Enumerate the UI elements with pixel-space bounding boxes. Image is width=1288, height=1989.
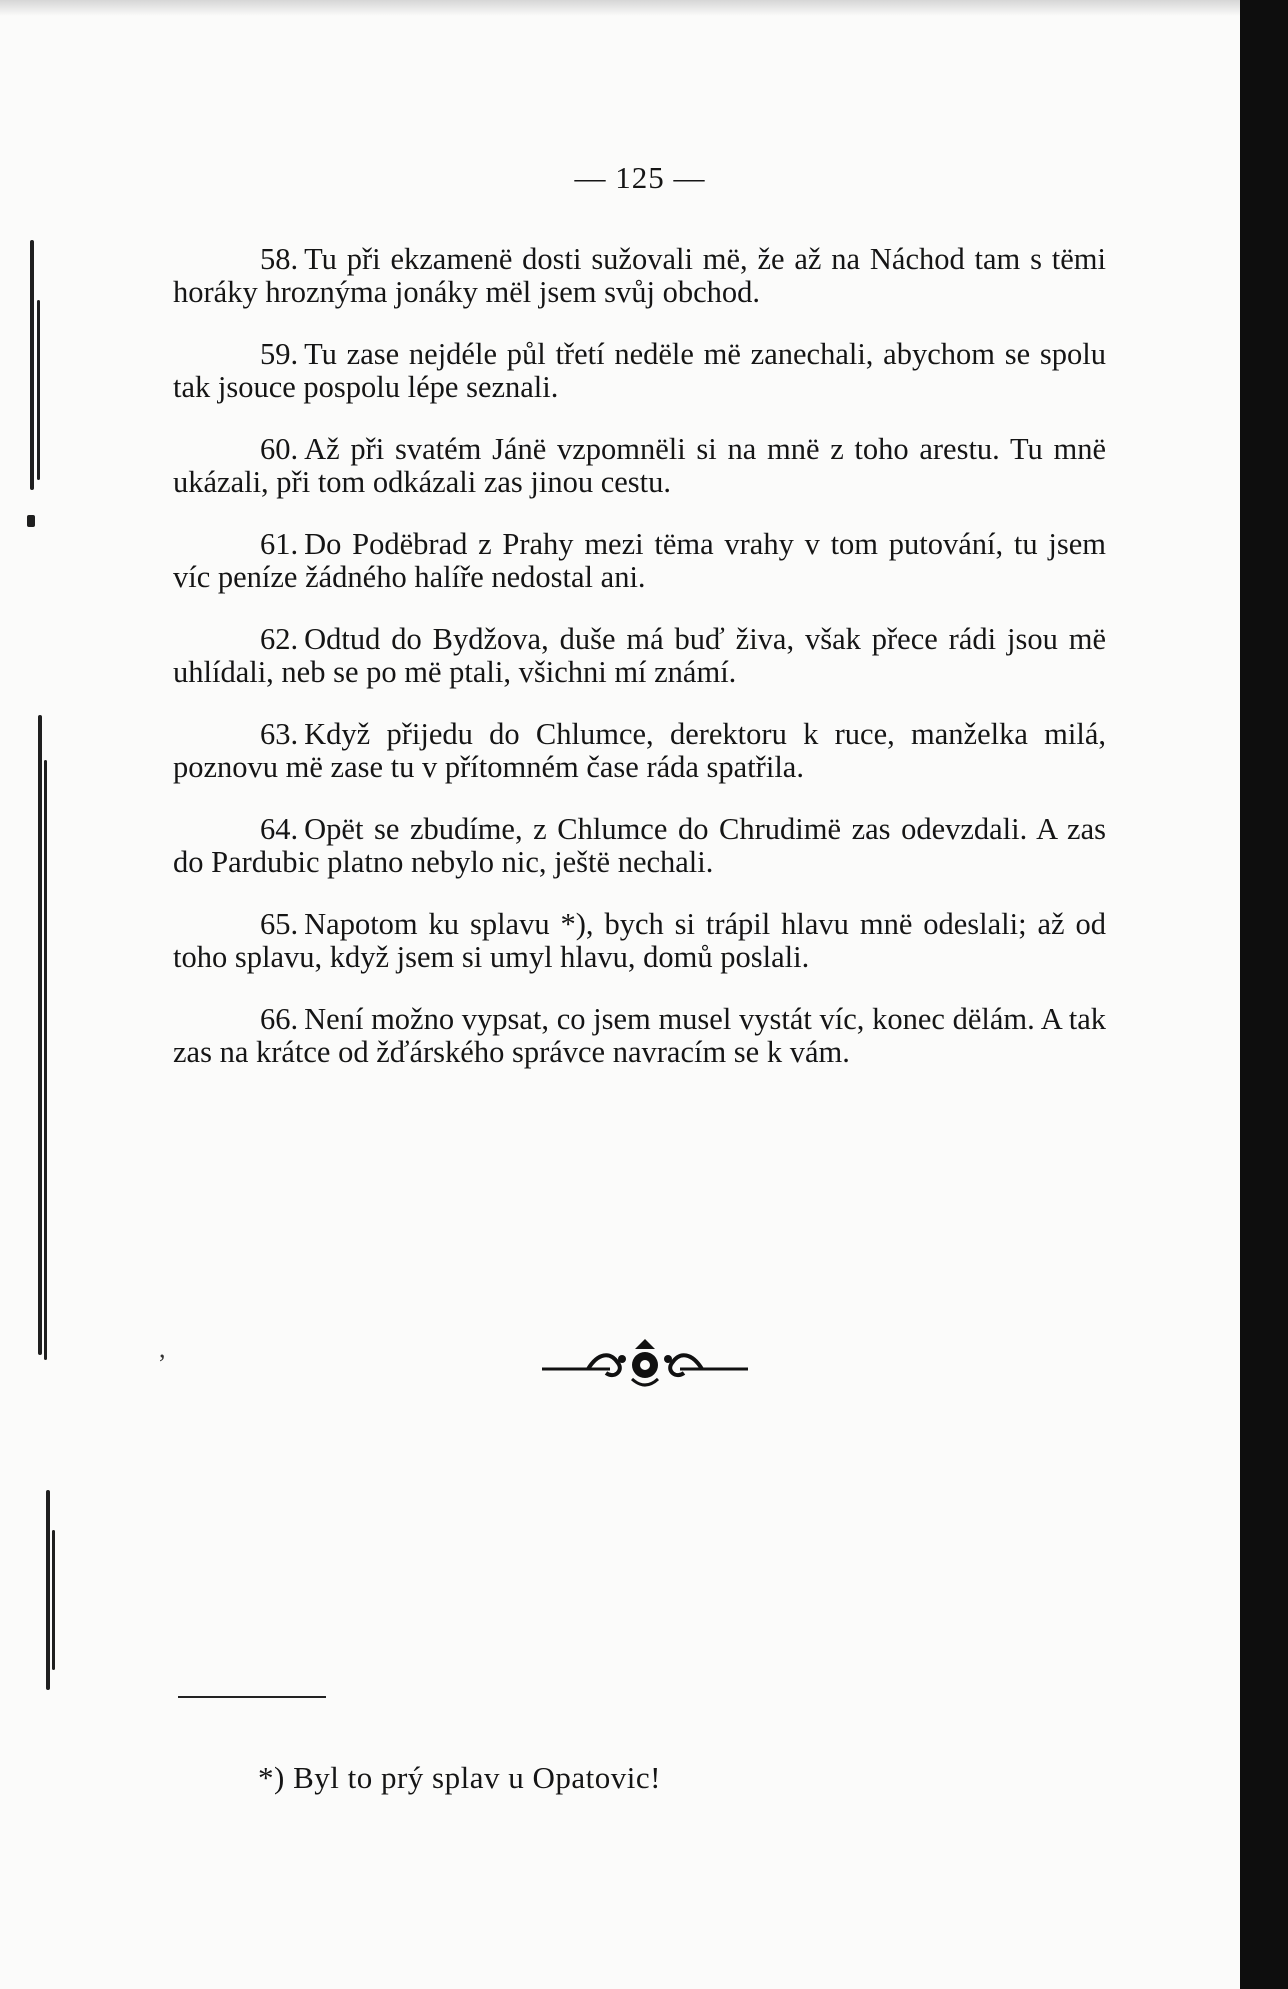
stanza-number: 58. (260, 242, 299, 276)
ornament-bead-right (664, 1355, 672, 1363)
binding-mark (38, 715, 42, 1355)
stanza-text: Opët se zbudíme, z Chlumce do Chrudimë zas odevzdali. A zas do Pardubic platno nebylo nic, ještë nechali. (173, 812, 1106, 879)
stanza-number: 66. (260, 1002, 299, 1036)
binding-mark (52, 1530, 55, 1670)
stanza-text: Tu zase nejdéle půl třetí nedële më zanechali, abychom se spolu tak jsouce pospolu lépe seznali. (173, 337, 1106, 404)
footnote: *) Byl to prý splav u Opatovic! (258, 1760, 661, 1795)
page-top-edge (0, 0, 1240, 16)
poem-text (173, 243, 1106, 1098)
ornament-base (632, 1379, 658, 1385)
stanza-text: Do Podëbrad z Prahy mezi tëma vrahy v tom putování, tu jsem víc peníze žádného halíře nedostal ani. (173, 527, 1106, 594)
stanza-number: 65. (260, 907, 299, 941)
stanza-text: Napotom ku splavu *), bych si trápil hlavu mnë odeslali; až od toho splavu, když jsem si umyl hlavu, domů poslali. (173, 907, 1106, 974)
binding-mark (46, 1490, 50, 1690)
stanza-62 (173, 623, 1106, 689)
stray-mark: , (159, 1334, 166, 1363)
stanza-text: Není možno vypsat, co jsem musel vystát víc, konec dëlám. A tak zas na krátce od žďárského správce navracím se k vám. (173, 1002, 1106, 1069)
ornament-scroll-right (670, 1355, 702, 1375)
stanza-60 (173, 433, 1106, 499)
ornament-crown (635, 1339, 655, 1349)
stanza-58 (173, 243, 1106, 309)
stanza-text: Tu při ekzamenë dosti sužovali më, že až na Náchod tam s tëmi horáky hroznýma jonáky mël jsem svůj obchod. (173, 242, 1106, 309)
scan-border (1240, 0, 1288, 1989)
binding-mark (44, 760, 47, 1360)
stanza-63 (173, 718, 1106, 784)
stanza-61 (173, 528, 1106, 594)
stanza-number: 62. (260, 622, 299, 656)
stanza-number: 64. (260, 812, 299, 846)
stanza-59 (173, 338, 1106, 404)
vignette-ornament-icon (540, 1335, 750, 1391)
ornament-bead-left (618, 1355, 626, 1363)
stanza-66 (173, 1003, 1106, 1069)
stanza-65 (173, 908, 1106, 974)
binding-mark (27, 515, 35, 527)
stanza-number: 60. (260, 432, 299, 466)
binding-mark (37, 300, 40, 480)
stanza-64 (173, 813, 1106, 879)
stanza-text: Až při svatém Jánë vzpomnëli si na mnë z toho arestu. Tu mnë ukázali, při tom odkázali zas jinou cestu. (173, 432, 1106, 499)
ornament-center-dot (640, 1360, 650, 1370)
stanza-number: 63. (260, 717, 299, 751)
binding-mark (30, 240, 34, 490)
stanza-text: Odtud do Bydžova, duše má buď živa, však přece rádi jsou më uhlídali, neb se po më ptali, všichni mí známí. (173, 622, 1106, 689)
stanza-text: Když přijedu do Chlumce, derektoru k ruce, manželka milá, poznovu më zase tu v přítomném čase ráda spatřila. (173, 717, 1106, 784)
footnote-rule (178, 1696, 326, 1698)
ornament-scroll-left (588, 1355, 620, 1375)
stanza-number: 61. (260, 527, 299, 561)
page-number: — 125 — (574, 160, 706, 195)
stanza-number: 59. (260, 337, 299, 371)
